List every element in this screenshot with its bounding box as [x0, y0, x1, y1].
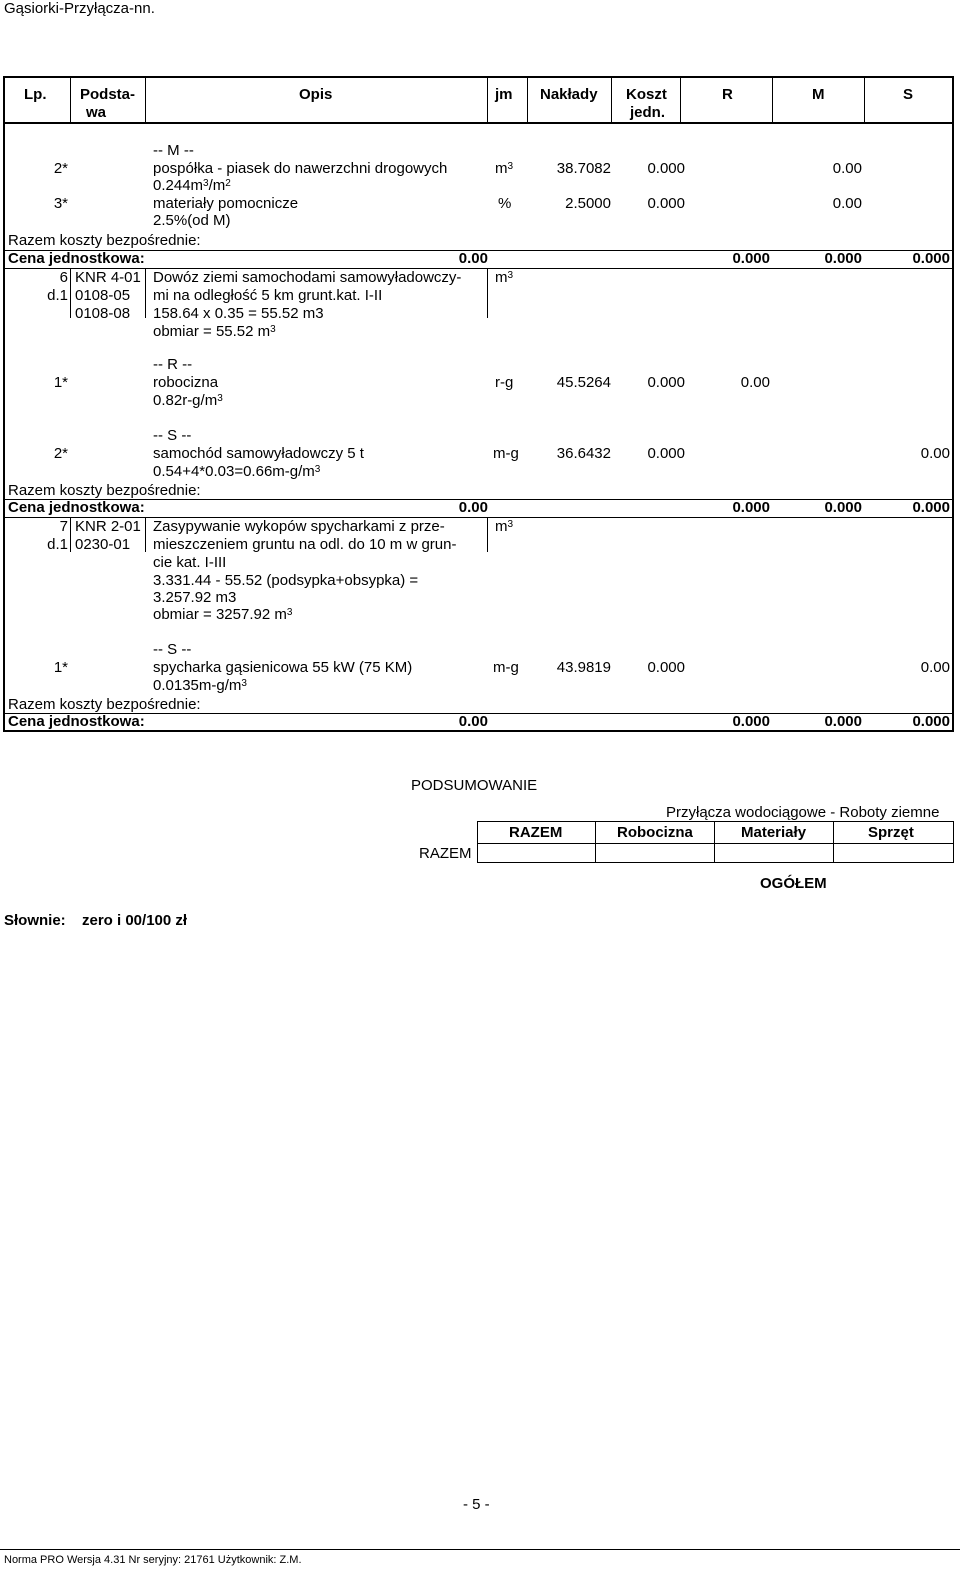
row-description: samochód samowyładowczy 5 t	[153, 445, 364, 462]
header-koszt-2: jedn.	[630, 104, 666, 121]
row-koszt: 0.000	[647, 445, 685, 462]
position-measurement: 3.257.92 m3	[153, 589, 237, 606]
row-lp: 2*	[53, 445, 68, 462]
summary-col-razem: RAZEM	[509, 824, 563, 841]
header-separator	[145, 76, 146, 123]
header-separator	[527, 76, 528, 123]
slownie-value: zero i 00/100 zł	[82, 912, 188, 929]
row-description: robocizna	[153, 374, 219, 391]
header-podstawa-1: Podsta-	[80, 86, 136, 103]
position-number-sub: d.1	[47, 536, 68, 553]
row-unit: $m^3$	[495, 160, 514, 177]
row-formula: $0.0135m-g/m^3$	[153, 677, 247, 694]
section-s: -- S --	[153, 641, 192, 658]
position-unit: $m^3$	[495, 518, 514, 535]
row-naklady: 36.6432	[556, 445, 611, 462]
position-description: mieszczeniem gruntu na odl. do 10 m w grun-	[153, 536, 457, 553]
position-obmiar: obmiar = 55.52 $m^3$	[153, 323, 276, 340]
summary-table-line	[477, 821, 954, 822]
row-naklady: 43.9819	[556, 659, 611, 676]
cena-label: Cena jednostkowa:	[8, 713, 145, 730]
row-unit: %	[498, 195, 512, 212]
summary-table-line	[714, 821, 715, 863]
summary-subtitle: Przyłącza wodociągowe - Roboty ziemne	[666, 804, 940, 821]
cena-r: 0.000	[732, 250, 770, 267]
row-lp: 3*	[53, 195, 68, 212]
header-separator	[680, 76, 681, 123]
cena-r: 0.000	[732, 713, 770, 730]
row-formula: 2.5%(od M)	[153, 212, 231, 229]
row-unit: r-g	[495, 374, 514, 391]
row-formula: $0.54+4*0.03=0.66m-g/m^3$	[153, 463, 321, 480]
cena-m: 0.000	[824, 499, 862, 516]
cena-label: Cena jednostkowa:	[8, 499, 145, 516]
summary-table-line	[477, 843, 954, 844]
header-separator	[864, 76, 865, 123]
cena-s: 0.000	[912, 250, 950, 267]
slownie-label: Słownie:	[4, 912, 66, 929]
position-basis: 0108-08	[75, 305, 131, 322]
position-separator	[487, 268, 488, 318]
header-r: R	[722, 86, 733, 103]
position-separator	[145, 517, 146, 552]
summary-row-label: RAZEM	[419, 845, 472, 862]
row-koszt: 0.000	[647, 160, 685, 177]
position-separator	[487, 517, 488, 552]
position-obmiar: obmiar = 3257.92 $m^3$	[153, 606, 293, 623]
row-m-value: 0.00	[832, 195, 862, 212]
header-jm: jm	[495, 86, 513, 103]
footer-text: Norma PRO Wersja 4.31 Nr seryjny: 21761 Użytkownik: Z.M.	[4, 1554, 302, 1566]
summary-table-line	[477, 821, 478, 863]
cena-s: 0.000	[912, 713, 950, 730]
header-separator	[611, 76, 612, 123]
row-description: pospółka - piasek do nawerzchni drogowych	[153, 160, 448, 177]
header-podstawa-2: wa	[86, 104, 107, 121]
row-naklady: 38.7082	[556, 160, 611, 177]
header-separator	[487, 76, 488, 123]
cena-r: 0.000	[732, 499, 770, 516]
razem-label: Razem koszty bezpośrednie:	[8, 482, 201, 499]
row-formula: $0.82r-g/m^3$	[153, 392, 223, 409]
row-r-value: 0.00	[740, 374, 770, 391]
header-s: S	[903, 86, 914, 103]
header-naklady: Nakłady	[540, 86, 598, 103]
position-description: Zasypywanie wykopów spycharkami z prze-	[153, 518, 445, 535]
position-measurement: 158.64 x 0.35 = 55.52 m3	[153, 305, 324, 322]
row-m-value: 0.00	[832, 160, 862, 177]
razem-label: Razem koszty bezpośrednie:	[8, 232, 201, 249]
position-basis: 0230-01	[75, 536, 131, 553]
position-basis: 0108-05	[75, 287, 131, 304]
header-lp: Lp.	[24, 86, 47, 103]
position-number: 7	[59, 518, 68, 535]
summary-table-line	[595, 821, 596, 863]
cena-m: 0.000	[824, 713, 862, 730]
position-number: 6	[59, 269, 68, 286]
row-lp: 1*	[53, 659, 68, 676]
document-title: Gąsiorki-Przyłącza-nn.	[4, 0, 155, 17]
row-description: materiały pomocnicze	[153, 195, 299, 212]
row-naklady: 2.5000	[565, 195, 611, 212]
section-s: -- S --	[153, 427, 192, 444]
position-separator	[70, 268, 71, 318]
position-basis: KNR 2-01	[75, 518, 141, 535]
summary-col-robocizna: Robocizna	[617, 824, 693, 841]
row-lp: 2*	[53, 160, 68, 177]
summary-table-line	[833, 821, 834, 863]
position-number-sub: d.1	[47, 287, 68, 304]
row-koszt: 0.000	[647, 195, 685, 212]
position-description: cie kat. I-III	[153, 554, 227, 571]
row-naklady: 45.5264	[556, 374, 611, 391]
row-lp: 1*	[53, 374, 68, 391]
cena-total: 0.00	[458, 499, 488, 516]
summary-col-materialy: Materiały	[741, 824, 807, 841]
section-r: -- R --	[153, 356, 193, 373]
cena-m: 0.000	[824, 250, 862, 267]
cena-total: 0.00	[458, 250, 488, 267]
page-number: - 5 -	[463, 1496, 490, 1513]
cena-s: 0.000	[912, 499, 950, 516]
header-opis: Opis	[299, 86, 333, 103]
position-measurement: 3.331.44 - 55.52 (podsypka+obsypka) =	[153, 572, 419, 589]
razem-label: Razem koszty bezpośrednie:	[8, 696, 201, 713]
summary-ogolem: OGÓŁEM	[760, 875, 827, 892]
header-koszt-1: Koszt	[626, 86, 667, 103]
cena-label: Cena jednostkowa:	[8, 250, 145, 267]
position-basis: KNR 4-01	[75, 269, 141, 286]
row-koszt: 0.000	[647, 659, 685, 676]
position-separator	[70, 517, 71, 552]
header-separator	[772, 76, 773, 123]
position-description: mi na odległość 5 km grunt.kat. I-II	[153, 287, 383, 304]
row-s-value: 0.00	[920, 659, 950, 676]
position-description: Dowóz ziemi samochodami samowyładowczy-	[153, 269, 462, 286]
table-bottom-border	[3, 730, 954, 732]
cena-total: 0.00	[458, 713, 488, 730]
summary-title: PODSUMOWANIE	[411, 777, 538, 794]
section-m: -- M --	[153, 142, 194, 159]
summary-table-line	[953, 821, 954, 863]
table-left-border	[3, 76, 5, 732]
position-separator	[145, 268, 146, 318]
footer-line	[0, 1549, 960, 1550]
position-unit: $m^3$	[495, 269, 514, 286]
table-right-border	[952, 76, 954, 732]
row-description: spycharka gąsienicowa 55 kW (75 KM)	[153, 659, 413, 676]
row-unit: m-g	[493, 659, 519, 676]
header-m: M	[812, 86, 825, 103]
summary-table-line	[477, 862, 954, 863]
row-s-value: 0.00	[920, 445, 950, 462]
row-unit: m-g	[493, 445, 519, 462]
row-koszt: 0.000	[647, 374, 685, 391]
header-separator	[70, 76, 71, 123]
row-formula: $0.244m^3/m^2$	[153, 177, 231, 194]
summary-col-sprzet: Sprzęt	[868, 824, 914, 841]
